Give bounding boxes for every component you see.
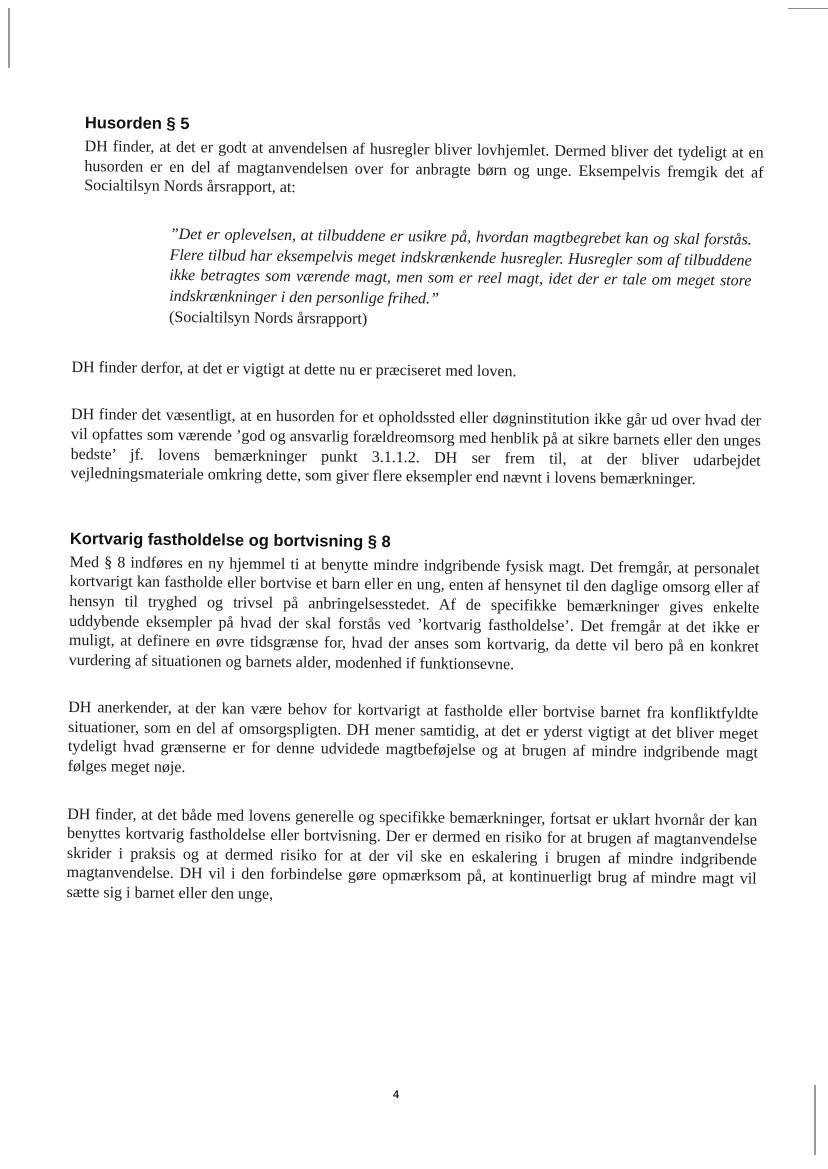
- paragraph: DH finder, at det både med lovens generelle og specifikke bemærkninger, fortsat er uklart hvornår der kan benyttes kortvarig fastholdelse eller bortvisning. Der er dermed en risiko for at brugen af magtanvendelse skrider i praksis og at dermed risiko for at der vil ske en eskalering i brugen af mindre indgribende magtanvendelse. DH vil i den forbindelse gøre opmærksom på, at kontinuerligt brug af mindre magt vil sætte sig i barnet eller den unge,: [66, 805, 758, 903]
- section-heading: Husorden § 5: [84, 114, 190, 134]
- document-page: [66, 112, 764, 909]
- paragraph: Med § 8 indføres en ny hjemmel ti at benytte mindre indgribende fysisk magt. Det fremgår, at personalet kortvarigt kan fastholde eller bortvise et barn eller en ung, enten af hensynet til den daglige omsorg eller af hensyn til tryghed og trivsel på anbringelsesstedet. Af de specifikke bemærkninger gives enkelte uddybende eksempler på hvad der skal forstås ved ’kortvarig fastholdelse’. Det fremgår at det ikke er muligt, at definere en øvre tidsgrænse for, hvad der anses som kortvarig, da dette vil bero på en konkret vurdering af situationen og barnets alder, modenhed if funktionsevne.: [68, 553, 760, 673]
- paragraph: DH anerkender, at der kan være behov for kortvarigt at fastholde eller bortvise barnet fra konfliktfyldte situationer, som en del af omsorgspligten. DH mener samtidig, at det er yderst vigtigt at det bliver meget tydeligt hvad grænserne er for denne udvidede magtbeføjelse og at brugen af mindre indgribende magt følges meget nøje.: [67, 699, 759, 777]
- scan-edge-top: [788, 8, 828, 9]
- section-kortvarig-fastholdelse: [66, 528, 760, 910]
- quote-source: (Socialtilsyn Nords årsrapport): [168, 308, 368, 328]
- quote-text: ”Det er oplevelsen, at tilbuddene er usikre på, hvordan magtbegrebet kan og skal forstås. Flere tilbud har eksempelvis meget indskrænkende husregler. Husregler som af tilbuddene ikke betragtes som værende magt, men som er reel magt, idet der er tale om meget store indskrænkninger i den personlige frihed.”: [169, 225, 752, 308]
- paragraph: DH finder, at det er godt at anvendelsen af husregler bliver lovhjemlet. Dermed bliver det tydeligt at en husorden er en del af magtanvendelsen over for anbragte børn og unge. Eksempelvis fremgik det af Socialtilsyn Nords årsrapport, at:: [84, 138, 764, 197]
- paragraph: DH finder derfor, at det er vigtigt at dette nu er præciseret med loven.: [71, 358, 517, 381]
- section-husorden: [70, 112, 764, 490]
- paragraph: DH finder det væsentligt, at en husorden for et opholdssted eller døgninstitution ikke går ud over hvad der vil opfattes som værende ’god og ansvarlig forældreomsorg med henblik på at sikre barnets eller den unges bedste’ jf. lovens bemærkninger punkt 3.1.1.2. DH ser frem til, at der bliver udarbejdet vejledningsmateriale omkring dette, som giver flere eksempler end nævnt i lovens bemærkninger.: [70, 406, 762, 489]
- scan-edge-left: [8, 8, 10, 68]
- page-number: 4: [392, 1089, 400, 1101]
- section-heading: Kortvarig fastholdelse og bortvisning § 8: [69, 529, 391, 551]
- scan-edge-right: [814, 1085, 816, 1155]
- block-quote: [169, 225, 752, 335]
